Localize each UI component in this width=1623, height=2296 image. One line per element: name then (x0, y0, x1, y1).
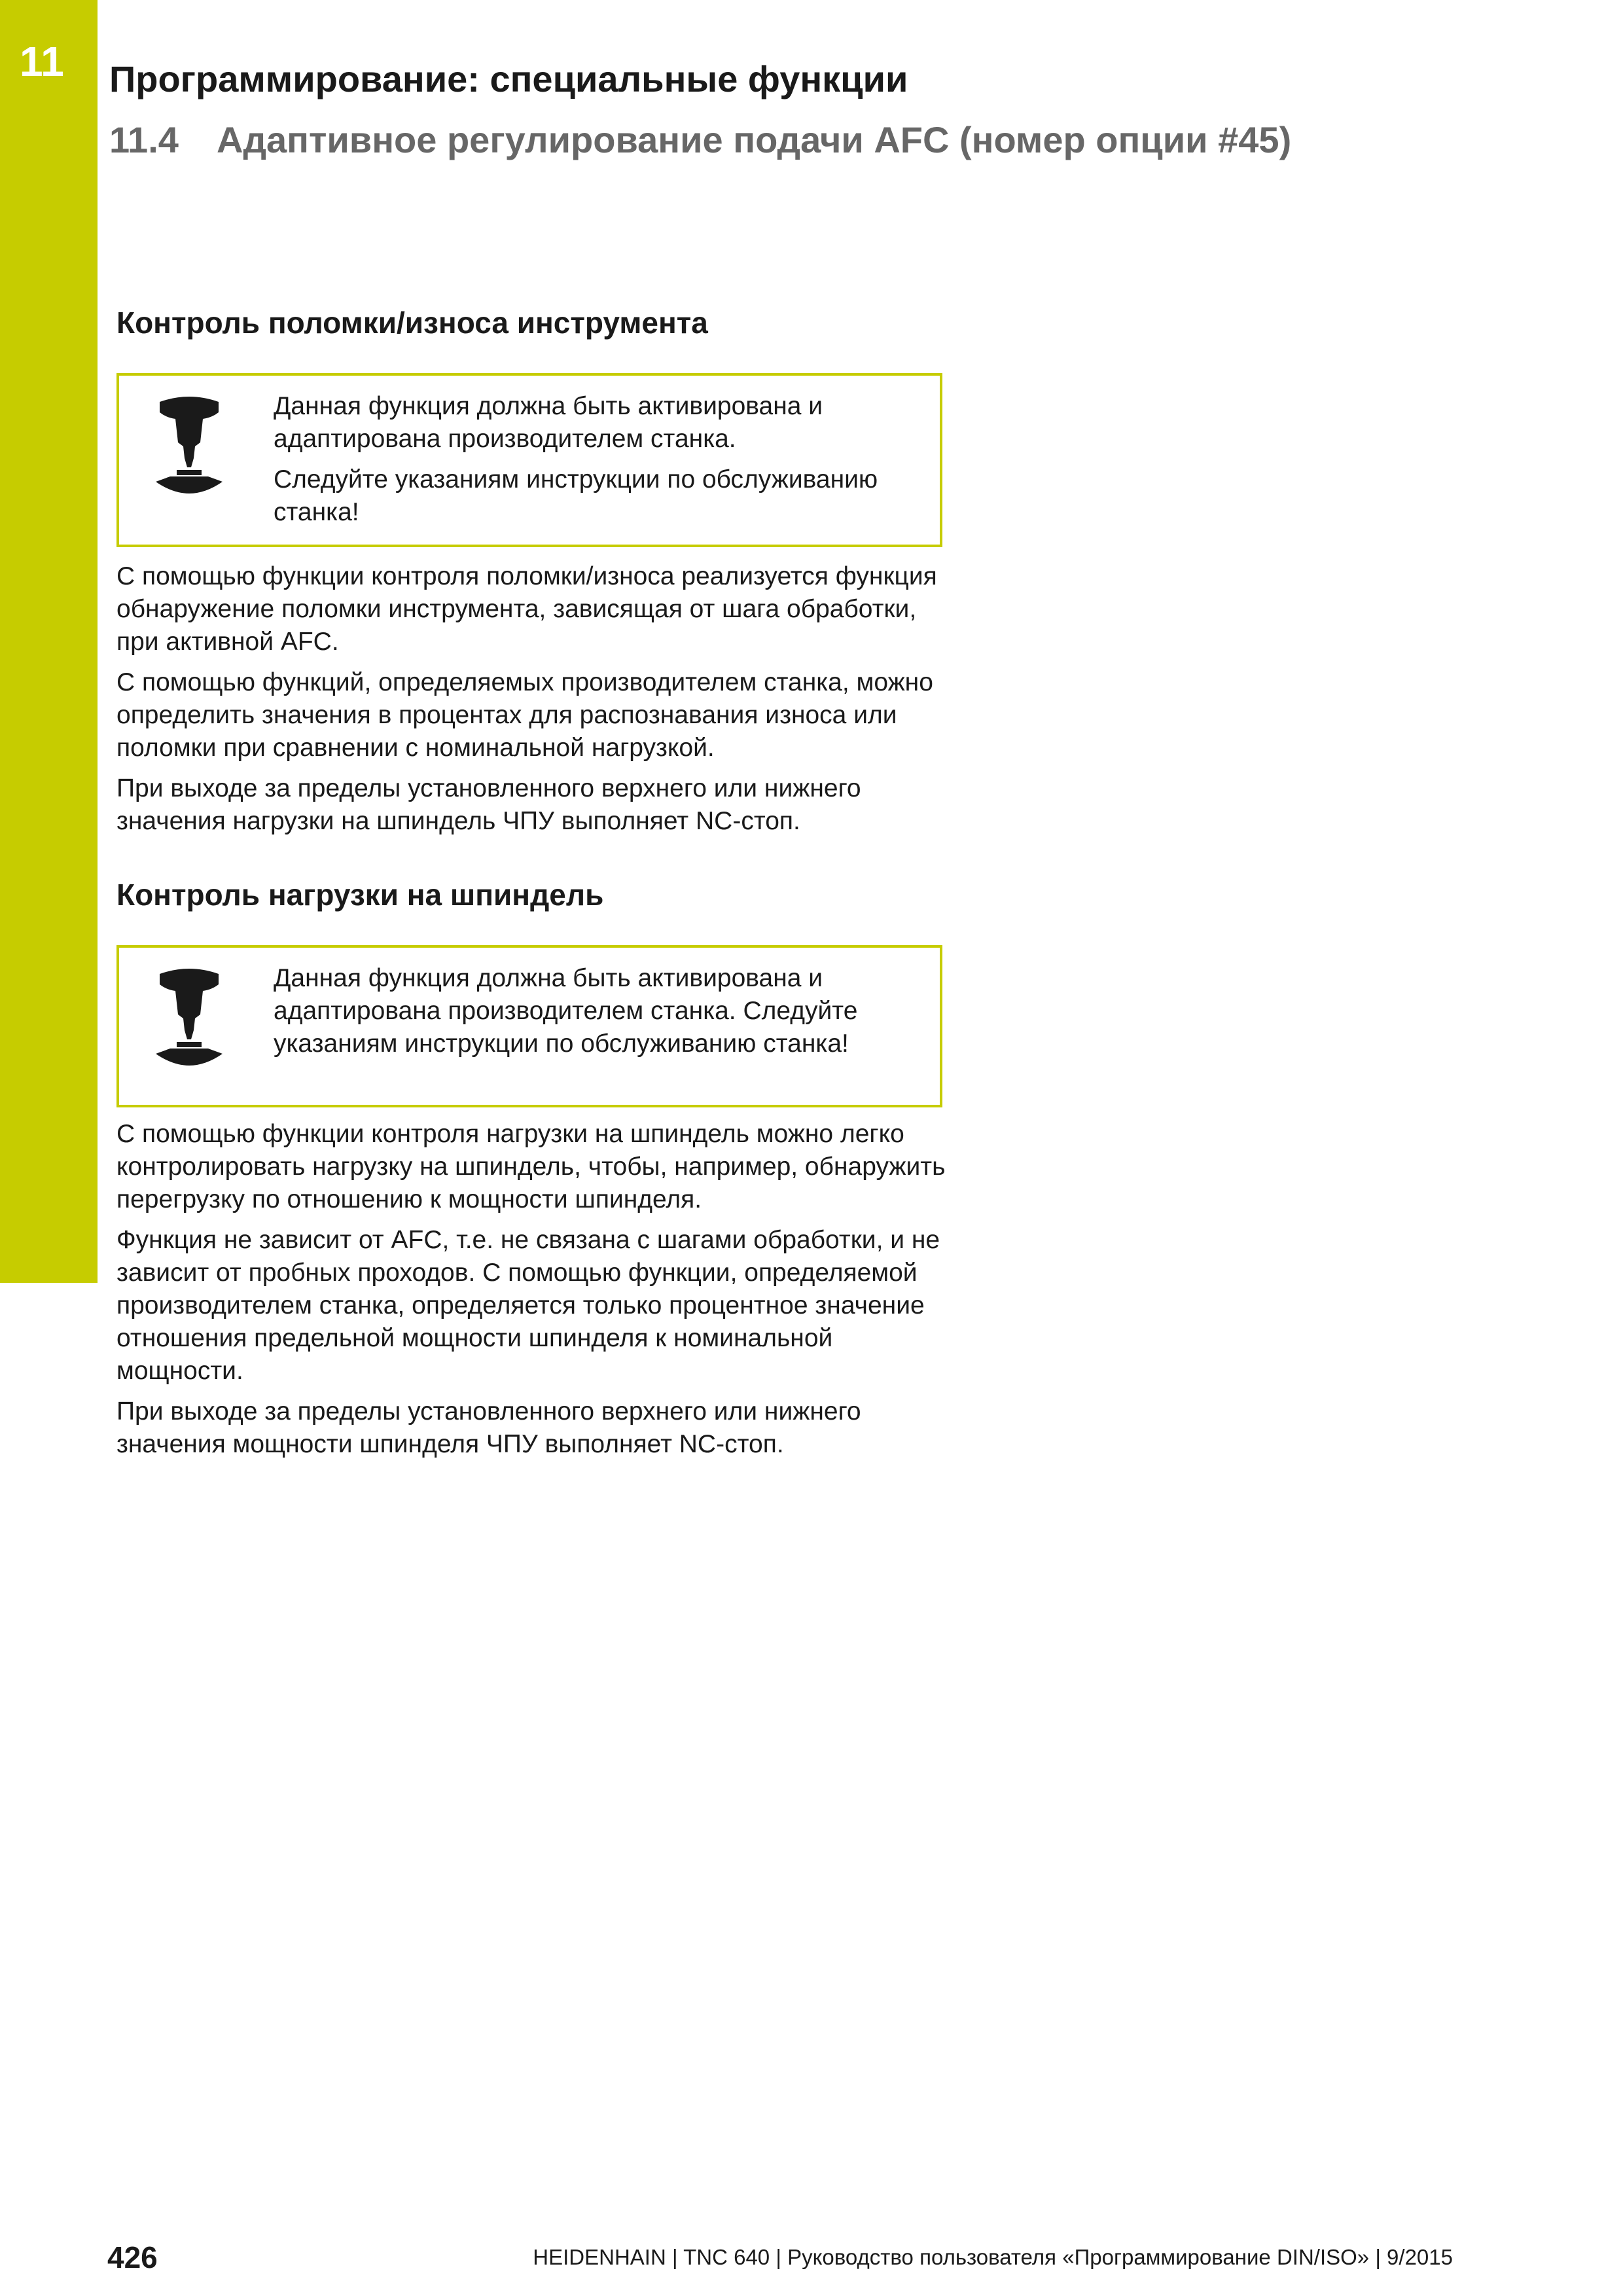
chapter-number: 11 (20, 38, 64, 85)
note-text (274, 390, 928, 537)
subsection-heading (116, 877, 948, 913)
paragraph: При выходе за пределы установленного верхнего или нижнего значения нагрузки на шпиндель ЧПУ выполняет NC-стоп. (116, 774, 861, 835)
chapter-side-bar (0, 0, 98, 1283)
section-number: 11.4 (109, 119, 179, 160)
machine-spindle-icon (153, 967, 225, 1072)
subsection-heading (116, 305, 948, 341)
note-box (116, 945, 942, 1107)
subsection-title: Контроль нагрузки на шпиндель (116, 878, 604, 912)
page-number: 426 (107, 2240, 158, 2274)
paragraphs (116, 1118, 948, 1469)
note-box (116, 373, 942, 547)
subsection-title: Контроль поломки/износа инструмента (116, 306, 708, 340)
paragraph: С помощью функции контроля нагрузки на шпиндель можно легко контролировать нагрузку на шпиндель, чтобы, например, обнаружить перегрузку по отношению к мощности шпинделя. (116, 1120, 946, 1213)
machine-spindle-icon (153, 395, 225, 500)
note-line: Данная функция должна быть активирована и адаптирована производителем станка. Следуйте указаниям инструкции по обслуживанию станка! (274, 964, 858, 1058)
note-line: Следуйте указаниям инструкции по обслуживанию станка! (274, 465, 878, 526)
note-line: Данная функция должна быть активирована и адаптирована производителем станка. (274, 392, 823, 453)
footer-text: HEIDENHAIN | TNC 640 | Руководство пользователя «Программирование DIN/ISO» | 9/2015 (533, 2245, 1453, 2269)
paragraph: С помощью функции контроля поломки/износа реализуется функция обнаружение поломки инструмента, зависящая от шага обработки, при активной AFC. (116, 562, 937, 656)
paragraph: При выходе за пределы установленного верхнего или нижнего значения мощности шпинделя ЧПУ выполняет NC-стоп. (116, 1397, 861, 1458)
section-title (109, 120, 1291, 160)
paragraph: С помощью функций, определяемых производителем станка, можно определить значения в процентах для распознавания износа или поломки при сравнении с номинальной нагрузкой. (116, 668, 933, 762)
paragraphs (116, 560, 948, 846)
paragraph: Функция не зависит от AFC, т.е. не связана с шагами обработки, и не зависит от пробных проходов. С помощью функции, определяемой производителем станка, определяется только процентное значение отношения предельной мощности шпинделя к номинальной мощности. (116, 1226, 940, 1385)
chapter-title: Программирование: специальные функции (109, 58, 908, 99)
note-text (274, 962, 928, 1068)
section-name: Адаптивное регулирование подачи AFC (номер опции #45) (217, 119, 1292, 160)
